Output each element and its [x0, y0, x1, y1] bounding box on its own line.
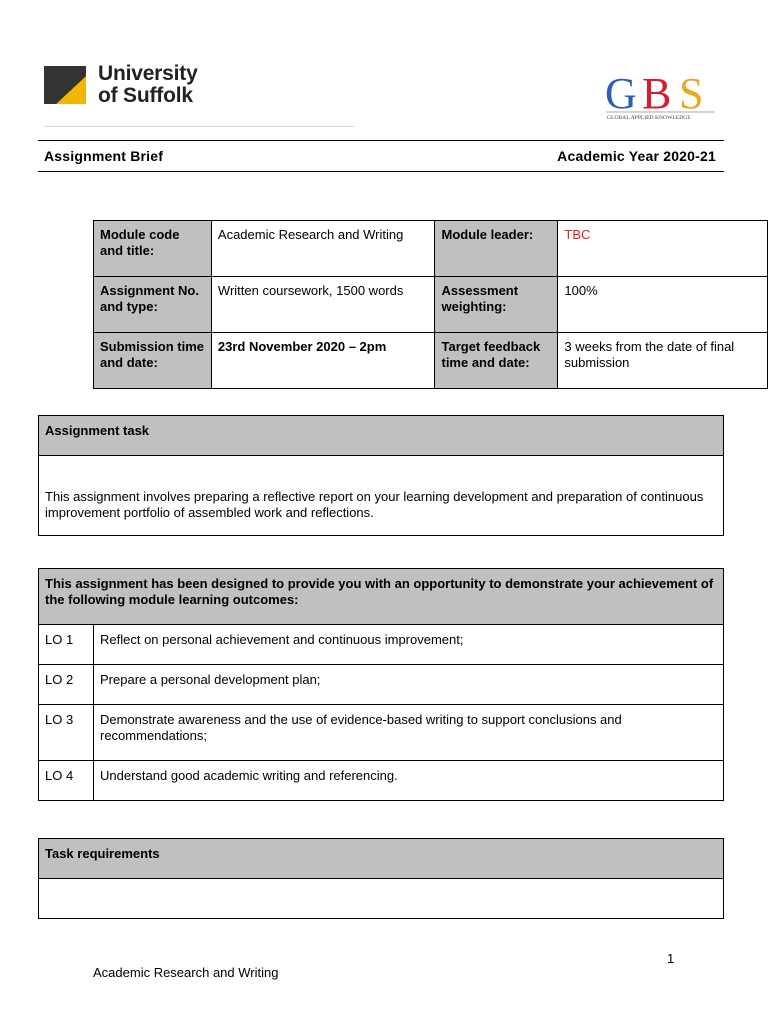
learning-outcomes-table [38, 568, 724, 801]
assignment-type-value: Written coursework, 1500 words [211, 277, 435, 333]
lo-code: LO 4 [39, 761, 94, 801]
lo-text: Understand good academic writing and referencing. [94, 761, 724, 801]
lo-code: LO 3 [39, 705, 94, 761]
document-type: Assignment Brief [44, 148, 164, 164]
gbs-letter-g: G [605, 70, 637, 118]
logo-line-2: of Suffolk [98, 84, 193, 107]
table-row [39, 705, 724, 761]
lo-code: LO 1 [39, 625, 94, 665]
header-bottom-rule [38, 171, 724, 172]
feedback-label: Target feedback time and date: [435, 333, 558, 389]
module-code-label: Module code and title: [94, 221, 212, 277]
task-requirements-table [38, 838, 724, 919]
university-of-suffolk-logo-text [98, 63, 198, 107]
gbs-letter-b: B [642, 70, 672, 118]
table-row [94, 333, 768, 389]
lo-code: LO 2 [39, 665, 94, 705]
page-number: 1 [667, 951, 675, 966]
submission-value: 23rd November 2020 – 2pm [211, 333, 435, 389]
university-of-suffolk-logo-mark [44, 66, 86, 104]
assignment-task-heading: Assignment task [39, 416, 724, 456]
assessment-weighting-value: 100% [558, 277, 768, 333]
module-code-value: Academic Research and Writing [211, 221, 435, 277]
table-row [39, 665, 724, 705]
lo-text: Reflect on personal achievement and continuous improvement; [94, 625, 724, 665]
assignment-task-body: This assignment involves preparing a reflective report on your learning development and preparation of continuous improvement portfolio of assembled work and reflections. [39, 456, 724, 536]
learning-outcomes-heading: This assignment has been designed to provide you with an opportunity to demonstrate your achievement of the following module learning outcomes: [39, 569, 724, 625]
lo-text: Prepare a personal development plan; [94, 665, 724, 705]
footer-title: Academic Research and Writing [93, 965, 279, 980]
task-requirements-heading: Task requirements [39, 839, 724, 879]
module-info-table [93, 220, 768, 389]
gbs-logo [605, 70, 717, 122]
lo-text: Demonstrate awareness and the use of evidence-based writing to support conclusions and recommendations; [94, 705, 724, 761]
assignment-type-label: Assignment No. and type: [94, 277, 212, 333]
table-row [94, 277, 768, 333]
table-row [39, 761, 724, 801]
module-leader-label: Module leader: [435, 221, 558, 277]
logo-divider [44, 126, 354, 127]
academic-year: Academic Year 2020-21 [557, 148, 716, 164]
table-row [39, 625, 724, 665]
header-top-rule [38, 140, 724, 141]
gbs-letter-s: S [679, 70, 704, 118]
feedback-value: 3 weeks from the date of final submission [558, 333, 768, 389]
module-leader-value: TBC [558, 221, 768, 277]
task-requirements-body [39, 879, 724, 919]
logo-line-1: University [98, 62, 198, 85]
gbs-tagline: GLOBAL APPLIED KNOWLEDGE [607, 115, 691, 121]
table-row [94, 221, 768, 277]
assessment-weighting-label: Assessment weighting: [435, 277, 558, 333]
assignment-task-table [38, 415, 724, 536]
submission-label: Submission time and date: [94, 333, 212, 389]
